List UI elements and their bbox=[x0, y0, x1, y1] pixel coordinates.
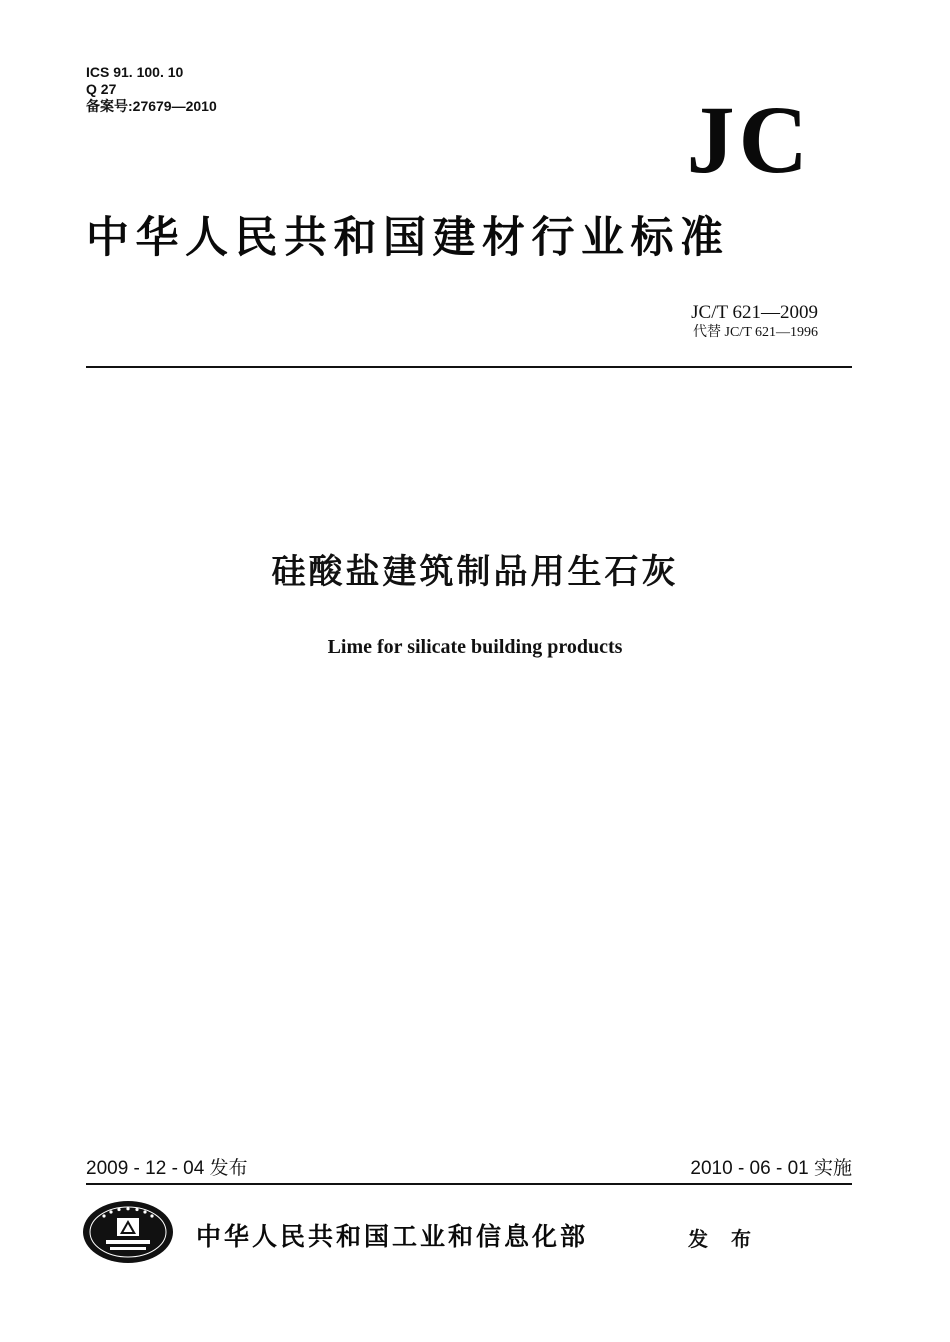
ccs-code: Q 27 bbox=[86, 81, 117, 97]
top-divider bbox=[86, 366, 852, 368]
standard-replaces: 代替 JC/T 621—1996 bbox=[693, 325, 818, 340]
document-title-english: Lime for silicate building products bbox=[327, 636, 623, 658]
publisher-emblem-icon bbox=[82, 1200, 174, 1264]
filing-number: 备案号:27679—2010 bbox=[86, 98, 217, 114]
implement-date: 2010 - 06 - 01 实施 bbox=[690, 1158, 852, 1179]
publisher-name: 中华人民共和国工业和信息化部 bbox=[196, 1222, 589, 1251]
document-title-chinese: 硅酸盐建筑制品用生石灰 bbox=[271, 552, 679, 592]
bottom-divider bbox=[86, 1183, 852, 1185]
jc-logo: JC bbox=[686, 86, 812, 193]
industry-title: 中华人民共和国建材行业标准 bbox=[86, 213, 730, 263]
classification-block bbox=[86, 64, 217, 115]
ics-code: ICS 91. 100. 10 bbox=[86, 64, 184, 80]
issue-date: 2009 - 12 - 04 发布 bbox=[86, 1158, 248, 1179]
publisher-action: 发 布 bbox=[688, 1227, 759, 1251]
standard-number: JC/T 621—2009 bbox=[691, 302, 818, 323]
